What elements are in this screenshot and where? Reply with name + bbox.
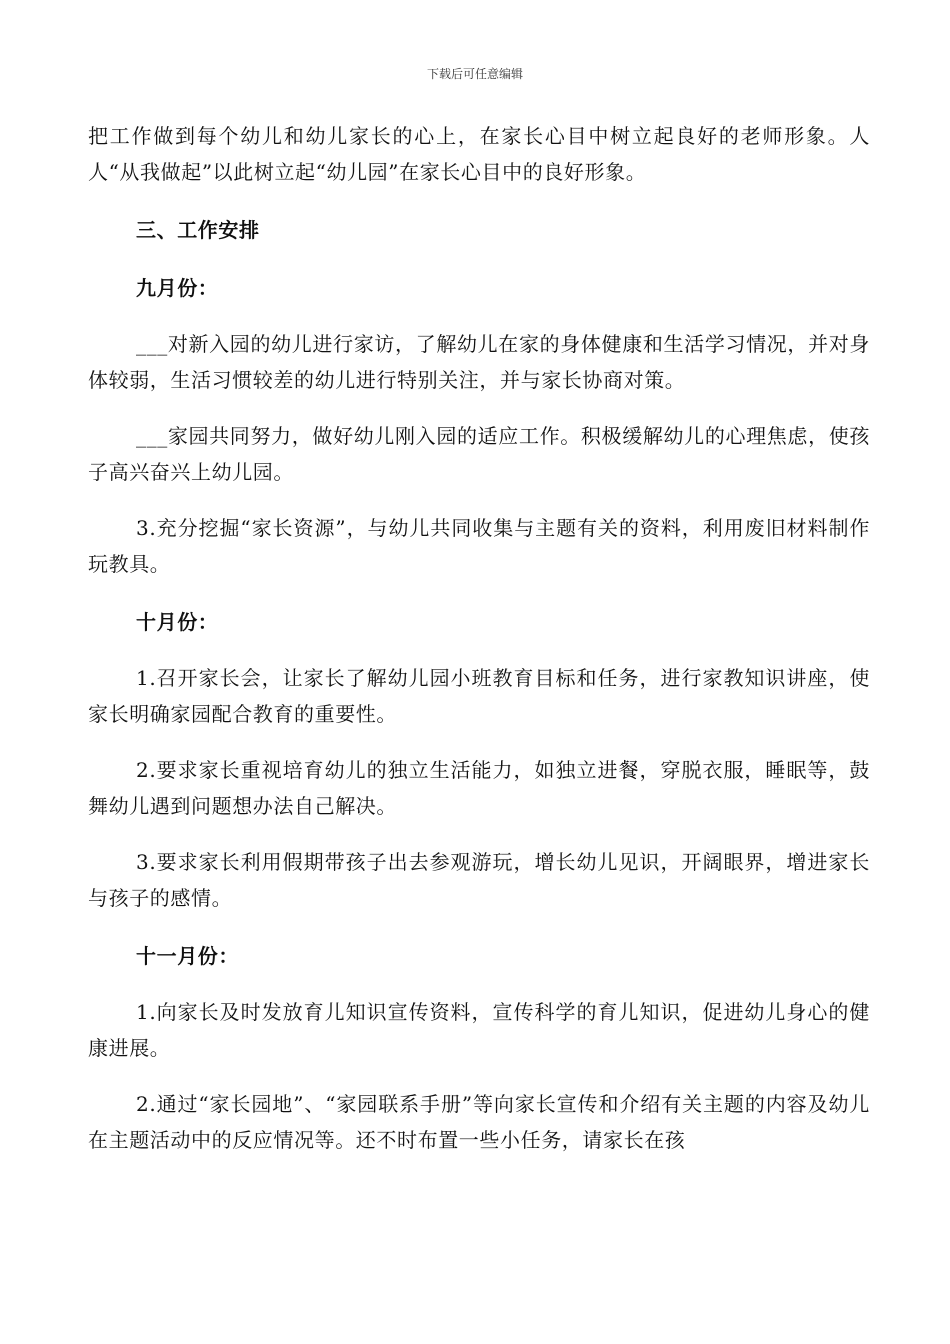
september-item-3: 3.充分挖掘“家长资源”，与幼儿共同收集与主题有关的资料，利用废旧材料制作玩教具。 [88,516,870,576]
november-item-1: 1.向家长及时发放育儿知识宣传资料，宣传科学的育儿知识，促进幼儿身心的健康进展。 [88,1000,870,1060]
september-item-1: ___对新入园的幼儿进行家访，了解幼儿在家的身体健康和生活学习情况，并对身体较弱，生活习惯较差的幼儿进行特别关注，并与家长协商对策。 [88,332,870,392]
october-item-2: 2.要求家长重视培育幼儿的独立生活能力，如独立进餐，穿脱衣服，睡眠等，鼓舞幼儿遇到问题想办法自己解决。 [88,758,870,818]
section-heading-work-arrangement: 三、工作安排 [136,218,260,242]
september-item-2: ___家园共同努力，做好幼儿刚入园的适应工作。积极缓解幼儿的心理焦虑，使孩子高兴奋兴上幼儿园。 [88,424,870,484]
page-header-note: 下载后可任意编辑 [426,67,523,81]
month-heading-september: 九月份： [136,276,219,300]
document-body [88,118,870,1158]
october-item-1: 1.召开家长会，让家长了解幼儿园小班教育目标和任务，进行家教知识讲座，使家长明确家园配合教育的重要性。 [88,666,870,726]
october-item-3: 3.要求家长利用假期带孩子出去参观游玩，增长幼儿见识，开阔眼界，增进家长与孩子的感情。 [88,850,870,910]
intro-paragraph: 把工作做到每个幼儿和幼儿家长的心上，在家长心目中树立起良好的老师形象。人人“从我做起”以此树立起“幼儿园”在家长心目中的良好形象。 [88,124,870,184]
november-item-2: 2.通过“家长园地”、“家园联系手册”等向家长宣传和介绍有关主题的内容及幼儿在主题活动中的反应情况等。还不时布置一些小任务，请家长在孩 [88,1092,870,1152]
month-heading-november: 十一月份： [136,944,239,968]
month-heading-october: 十月份： [136,610,219,634]
